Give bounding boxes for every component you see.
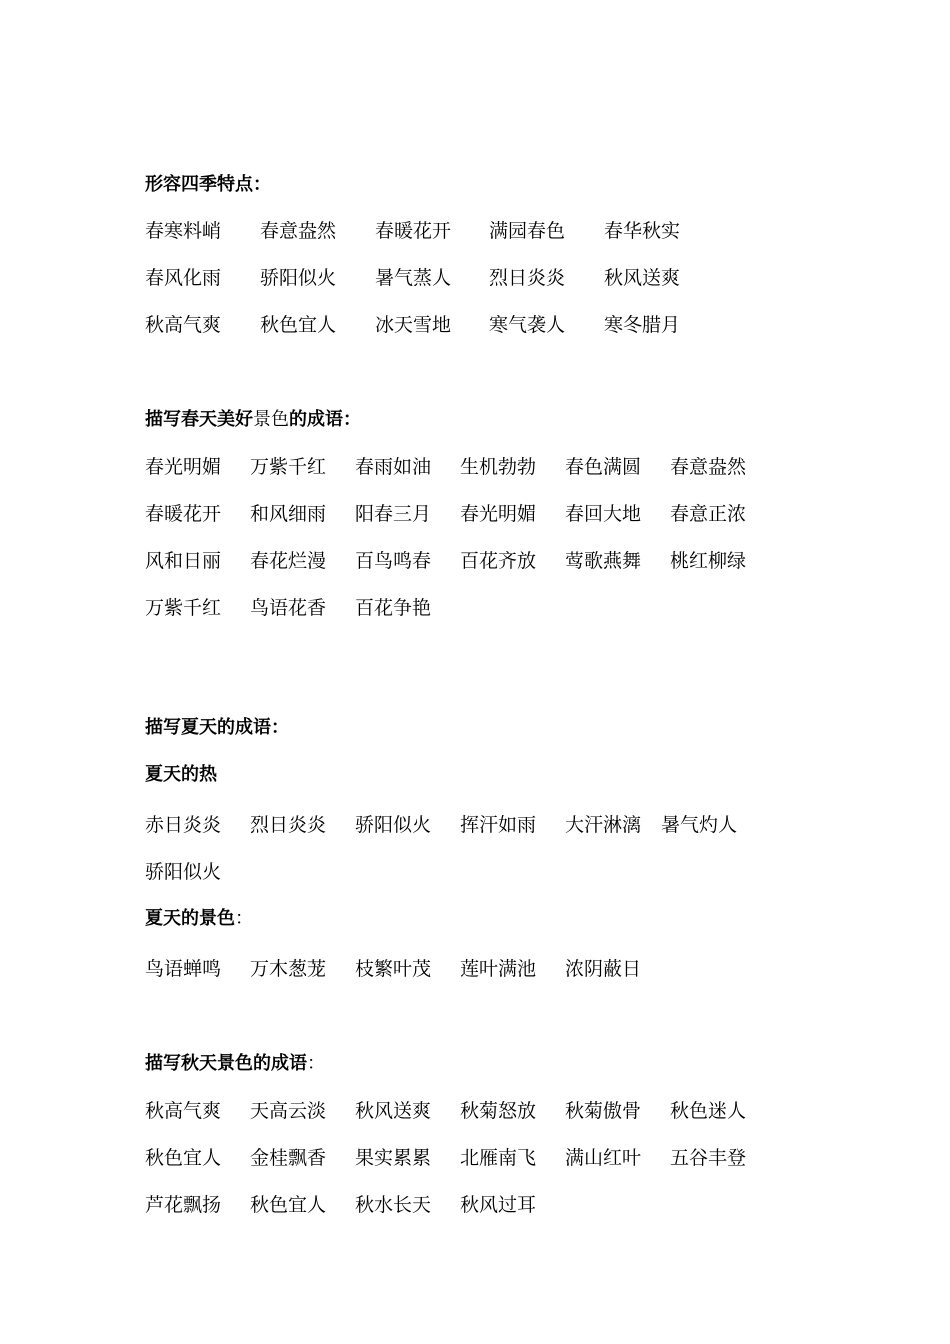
idiom: 挥汗如雨	[460, 814, 537, 836]
idiom: 春暖花开	[375, 220, 452, 242]
seasons-heading: 形容四季特点：	[145, 174, 271, 195]
summer-scenery-heading-text: 夏天的景色	[145, 908, 235, 929]
idiom: 春寒料峭	[145, 220, 222, 242]
idiom: 万木葱茏	[250, 958, 327, 980]
idiom: 春意盎然	[260, 220, 337, 242]
idiom: 金桂飘香	[250, 1147, 327, 1169]
autumn-heading-colon: ：	[307, 1053, 325, 1074]
idiom: 百花争艳	[355, 597, 432, 619]
idiom: 冰天雪地	[375, 314, 452, 336]
idiom: 春色满圆	[565, 456, 642, 478]
idiom: 芦花飘扬	[145, 1194, 222, 1216]
idiom: 生机勃勃	[460, 456, 537, 478]
idiom: 春光明媚	[460, 503, 537, 525]
idiom: 赤日炎炎	[145, 814, 222, 836]
idiom: 风和日丽	[145, 550, 222, 572]
idiom: 烈日炎炎	[489, 267, 566, 289]
summer-scenery-heading	[145, 907, 253, 931]
idiom: 莲叶满池	[460, 958, 537, 980]
idiom: 秋风送爽	[604, 267, 681, 289]
idiom: 春花烂漫	[250, 550, 327, 572]
idiom: 春雨如油	[355, 456, 432, 478]
idiom: 春回大地	[565, 503, 642, 525]
idiom: 暑气灼人	[661, 814, 738, 836]
idiom: 寒冬腊月	[604, 314, 681, 336]
idiom: 大汗淋漓	[565, 814, 642, 836]
idiom: 五谷丰登	[670, 1147, 747, 1169]
idiom: 寒气袭人	[489, 314, 566, 336]
idiom: 鸟语蝉鸣	[145, 958, 222, 980]
idiom: 满园春色	[489, 220, 566, 242]
summer-scenery-heading-colon: ：	[235, 908, 253, 929]
idiom: 暑气蒸人	[375, 267, 452, 289]
idiom: 秋高气爽	[145, 314, 222, 336]
idiom: 百鸟鸣春	[355, 550, 432, 572]
idiom: 万紫千红	[145, 597, 222, 619]
idiom: 秋色迷人	[670, 1100, 747, 1122]
idiom: 骄阳似火	[145, 861, 222, 883]
summer-heat-heading: 夏天的热	[145, 764, 217, 785]
idiom: 和风细雨	[250, 503, 327, 525]
autumn-heading	[145, 1052, 325, 1076]
spring-heading-part: 的成语：	[289, 409, 361, 430]
idiom: 果实累累	[355, 1147, 432, 1169]
idiom: 春意正浓	[670, 503, 747, 525]
idiom: 百花齐放	[460, 550, 537, 572]
idiom: 春风化雨	[145, 267, 222, 289]
idiom: 枝繁叶茂	[355, 958, 432, 980]
idiom: 烈日炎炎	[250, 814, 327, 836]
idiom: 满山红叶	[565, 1147, 642, 1169]
spring-heading	[145, 408, 361, 432]
idiom: 莺歌燕舞	[565, 550, 642, 572]
idiom: 桃红柳绿	[670, 550, 747, 572]
idiom: 秋色宜人	[145, 1147, 222, 1169]
idiom: 北雁南飞	[460, 1147, 537, 1169]
idiom: 秋菊傲骨	[565, 1100, 642, 1122]
idiom: 万紫千红	[250, 456, 327, 478]
idiom: 秋水长天	[355, 1194, 432, 1216]
idiom: 春暖花开	[145, 503, 222, 525]
idiom: 秋色宜人	[260, 314, 337, 336]
idiom: 骄阳似火	[355, 814, 432, 836]
idiom: 秋风送爽	[355, 1100, 432, 1122]
autumn-heading-text: 描写秋天景色的成语	[145, 1053, 307, 1074]
idiom: 春意盎然	[670, 456, 747, 478]
idiom: 浓阴蔽日	[565, 958, 642, 980]
idiom: 秋色宜人	[250, 1194, 327, 1216]
summer-heading: 描写夏天的成语：	[145, 717, 289, 738]
idiom: 天高云淡	[250, 1100, 327, 1122]
spring-heading-part: 景色	[253, 409, 289, 430]
idiom: 阳春三月	[355, 503, 432, 525]
idiom: 鸟语花香	[250, 597, 327, 619]
idiom: 秋高气爽	[145, 1100, 222, 1122]
spring-heading-part: 描写春天美好	[145, 409, 253, 430]
idiom: 骄阳似火	[260, 267, 337, 289]
idiom: 秋菊怒放	[460, 1100, 537, 1122]
idiom: 秋风过耳	[460, 1194, 537, 1216]
idiom: 春光明媚	[145, 456, 222, 478]
idiom: 春华秋实	[604, 220, 681, 242]
